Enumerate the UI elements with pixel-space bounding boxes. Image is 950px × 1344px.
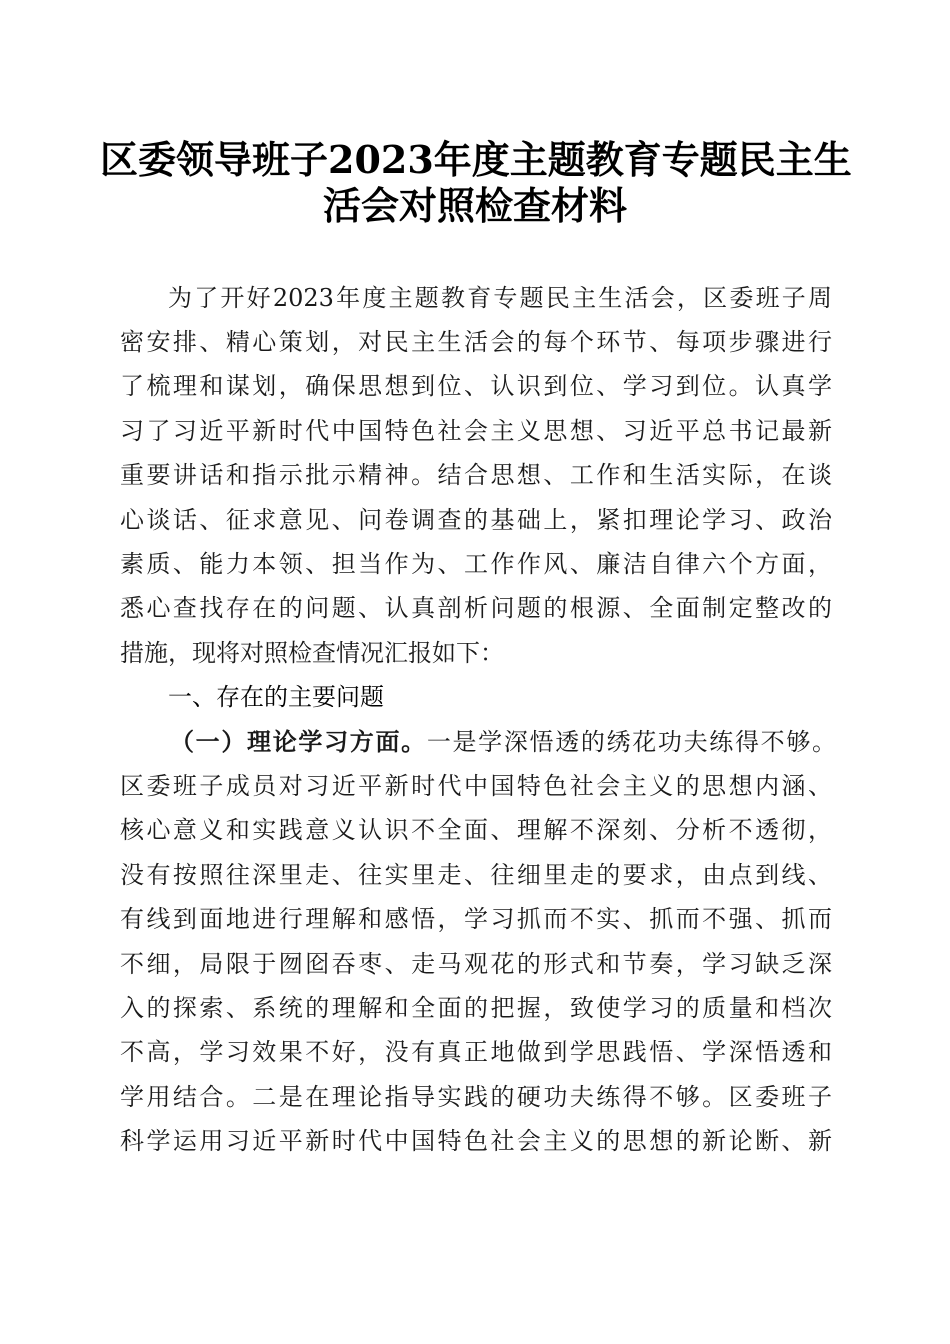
intro-line: 密安排、精心策划，对民主生活会的每个环节、每项步骤进行: [120, 328, 832, 356]
document-title-line-1: 区委领导班子2023年度主题教育专题民主生: [100, 137, 852, 182]
intro-line: 悉心查找存在的问题、认真剖析问题的根源、全面制定整改的: [120, 594, 832, 622]
body-line: 区委班子成员对习近平新时代中国特色社会主义的思想内涵、: [120, 772, 832, 800]
intro-line: 了梳理和谋划，确保思想到位、认识到位、学习到位。认真学: [120, 372, 832, 400]
subsection-lead: （一）理论学习方面。: [170, 728, 427, 756]
intro-line: 重要讲话和指示批示精神。结合思想、工作和生活实际，在谈: [120, 461, 832, 489]
intro-line: 措施，现将对照检查情况汇报如下：: [120, 639, 504, 667]
body-line: 学用结合。二是在理论指导实践的硬功夫练得不够。区委班子: [120, 1083, 832, 1111]
body-line: 没有按照往深里走、往实里走、往细里走的要求，由点到线、: [120, 861, 832, 889]
body-line: 有线到面地进行理解和感悟，学习抓而不实、抓而不强、抓而: [120, 905, 832, 933]
document-title-line-2: 活会对照检查材料: [322, 183, 627, 228]
body-line: 入的探索、系统的理解和全面的把握，致使学习的质量和档次: [120, 994, 832, 1022]
body-line: 不细，局限于囫囵吞枣、走马观花的形式和节奏，学习缺乏深: [120, 950, 832, 978]
intro-line: 习了习近平新时代中国特色社会主义思想、习近平总书记最新: [120, 417, 832, 445]
subsection-first-line: [170, 720, 836, 764]
intro-line: 心谈话、征求意见、问卷调查的基础上，紧扣理论学习、政治: [120, 506, 832, 534]
intro-line: 素质、能力本领、担当作为、工作作风、廉洁自律六个方面，: [120, 550, 832, 578]
body-line: 科学运用习近平新时代中国特色社会主义的思想的新论断、新: [120, 1127, 832, 1155]
section-heading: 一、存在的主要问题: [168, 683, 384, 711]
body-line: 不高，学习效果不好，没有真正地做到学思践悟、学深悟透和: [120, 1038, 832, 1066]
subsection-first-rest: 一是学深悟透的绣花功夫练得不够。: [426, 728, 837, 756]
body-line: 核心意义和实践意义认识不全面、理解不深刻、分析不透彻，: [120, 816, 832, 844]
intro-line: 为了开好2023年度主题教育专题民主生活会，区委班子周: [168, 284, 832, 312]
